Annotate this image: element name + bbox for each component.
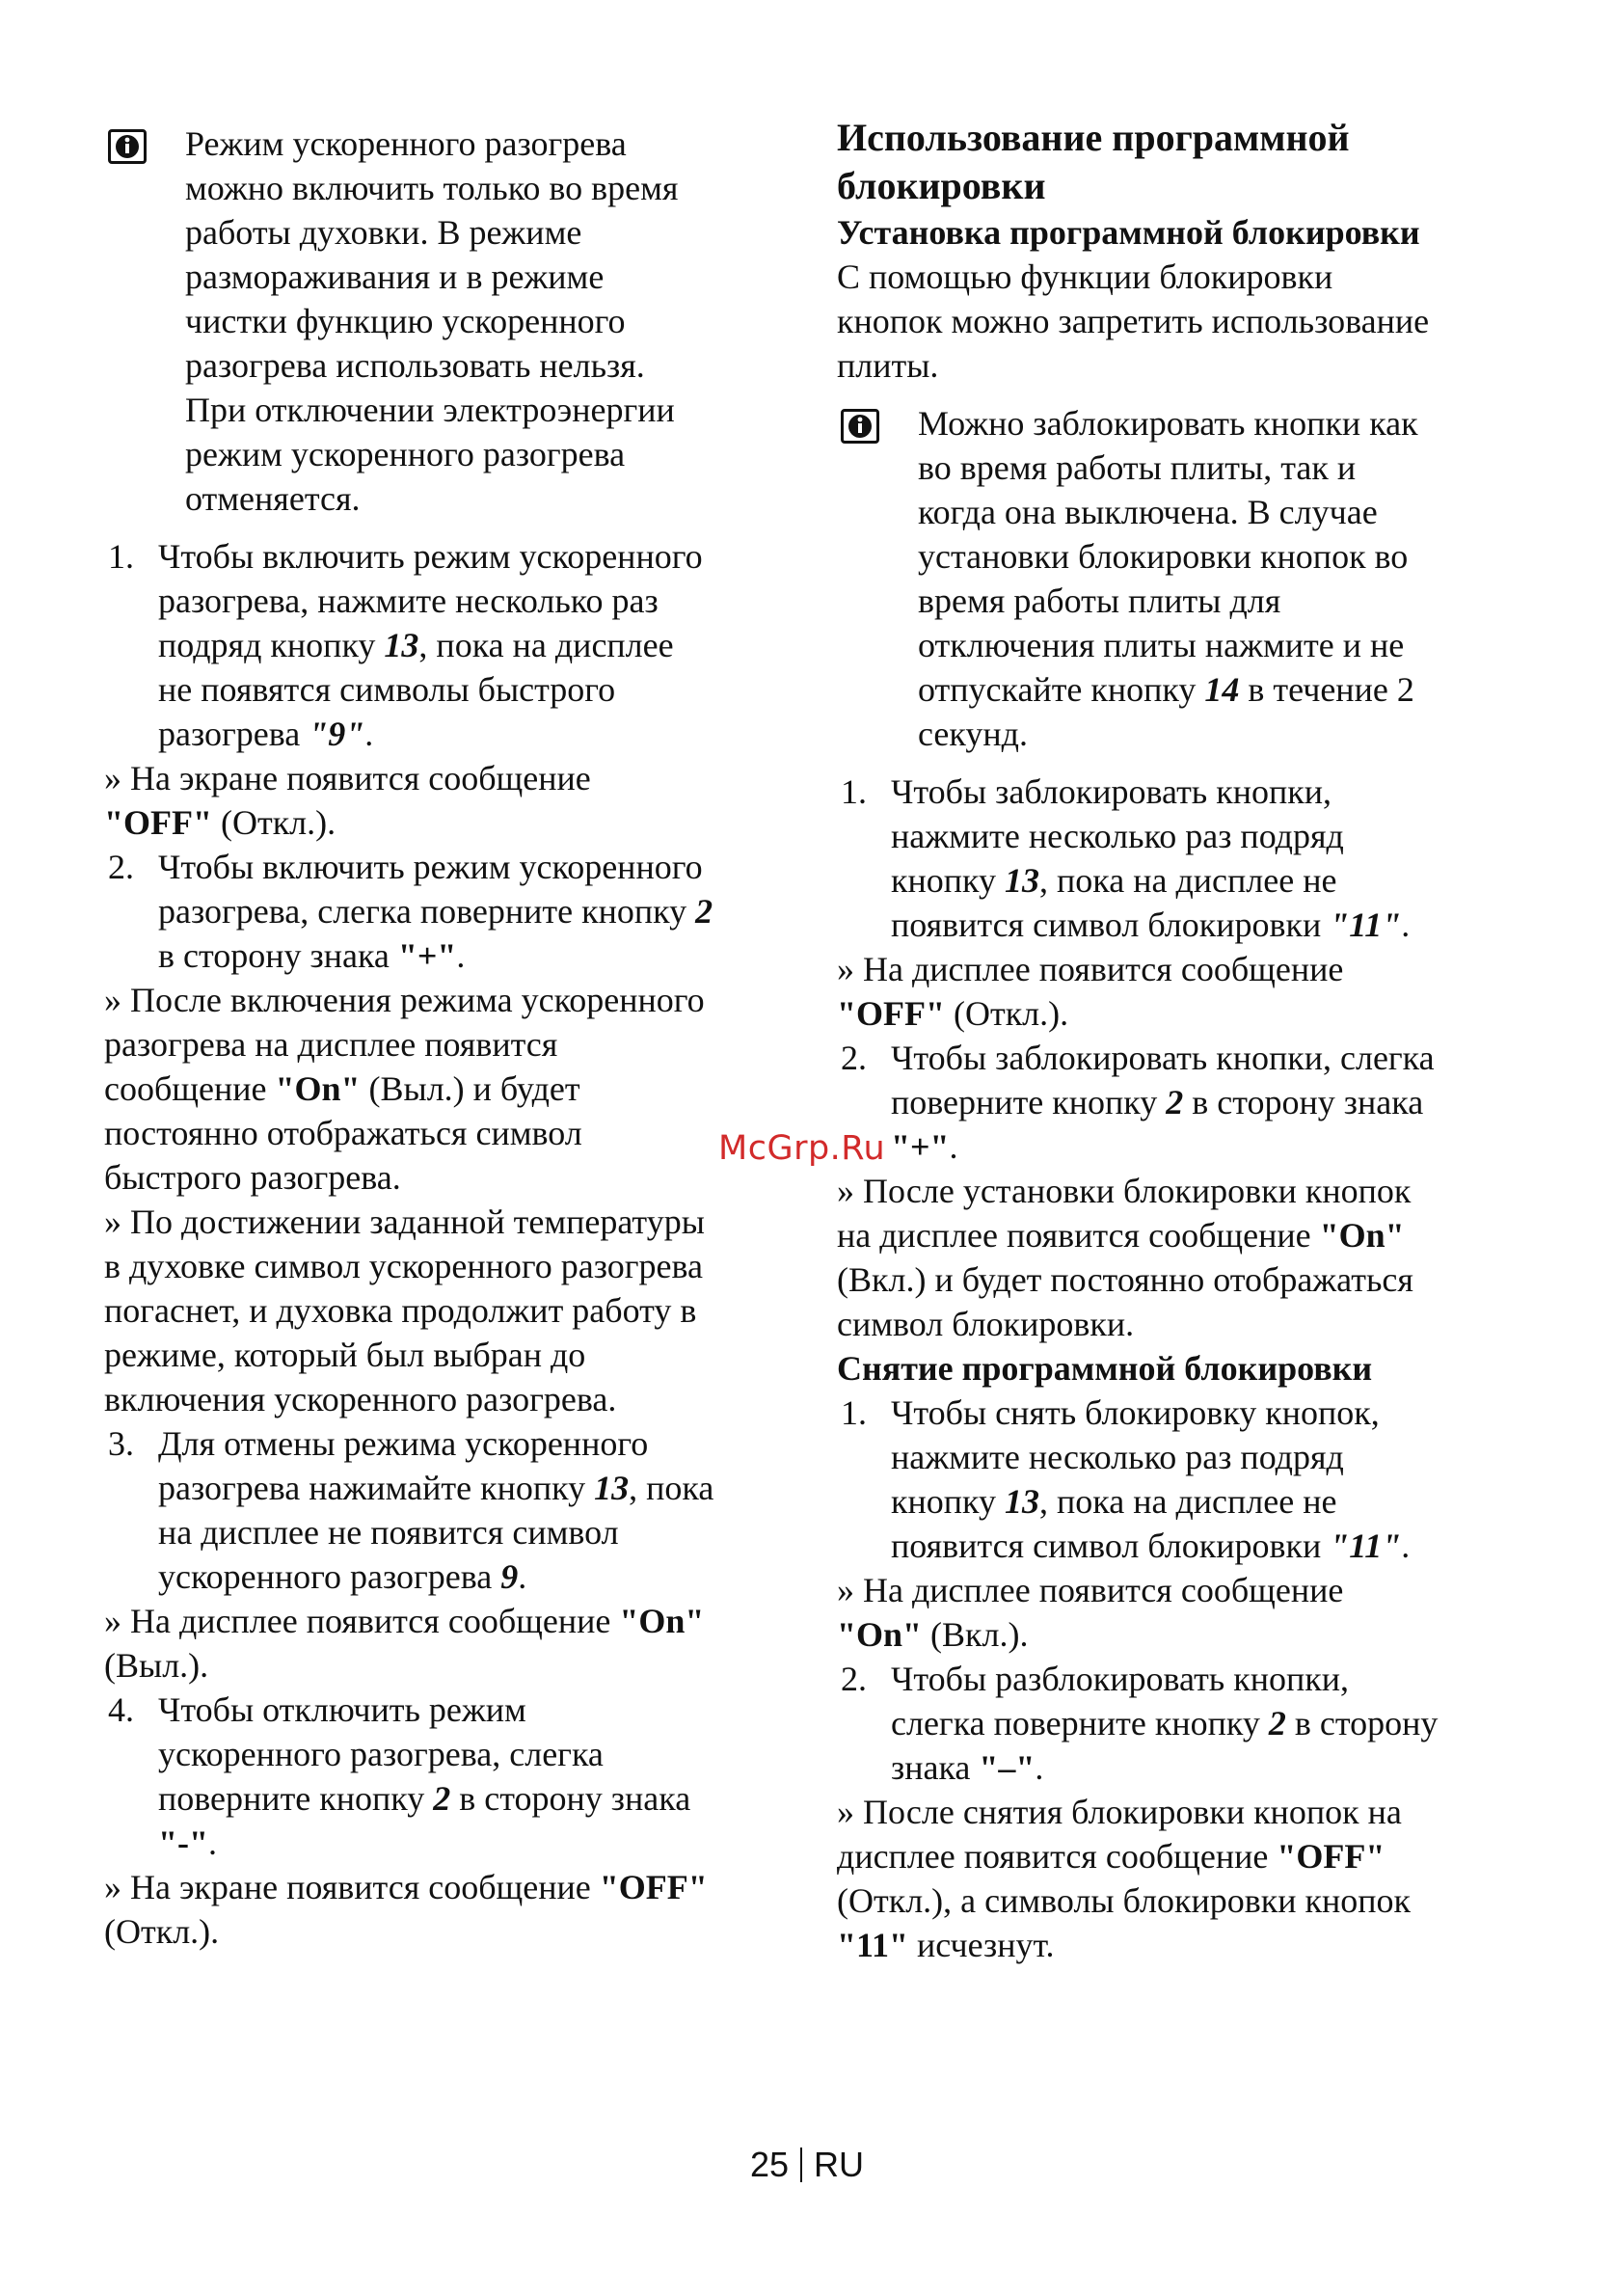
result-text: » После включения режима ускоренного разогрева на дисплее появится сообщение "On" (Выл.) и будет постоянно отображаться символ быстрого разогрева. <box>104 981 705 1197</box>
separator <box>800 2147 802 2182</box>
step-item <box>104 534 791 756</box>
result-text: » На экране появится сообщение "OFF" (Откл.). <box>104 1868 708 1951</box>
step-text: разогрева, нажмите несколько раз <box>158 581 659 620</box>
note-line: Режим ускоренного разогрева <box>185 124 627 163</box>
step-item: 4. Чтобы отключить режим ускоренного разогрева, слегка поверните кнопку 2 в сторону знака "-". <box>104 1688 791 1865</box>
step-number: 4. <box>108 1690 134 1729</box>
step-number: 1. <box>108 537 134 576</box>
step-item: 2. Чтобы включить режим ускоренного разогрева, слегка поверните кнопку 2 в сторону знака "+". <box>104 845 791 978</box>
symbol: "9" <box>309 715 365 753</box>
key-number: 2 <box>695 892 713 931</box>
result-text: » На дисплее появится сообщение "On" (Выл.). <box>104 1602 705 1685</box>
language-code: RU <box>814 2145 865 2184</box>
intro-text: кнопок можно запретить использование <box>837 302 1430 340</box>
step-text: подряд кнопку 13, пока на дисплее <box>158 626 674 664</box>
step-item: 1. Чтобы заблокировать кнопки, нажмите несколько раз подряд кнопку 13, пока на дисплее не появится символ блокировки "11". <box>837 770 1512 947</box>
result-text: » На дисплее появится сообщение "On" (Вкл.). <box>837 1571 1344 1654</box>
key-number: 13 <box>384 626 419 664</box>
intro-text: С помощью функции блокировки <box>837 257 1333 296</box>
key-number: 2 <box>433 1779 451 1818</box>
subsection-title: Снятие программной блокировки <box>837 1349 1373 1388</box>
note-line: режим ускоренного разогрева <box>185 435 626 473</box>
symbol: 9 <box>500 1557 519 1596</box>
result-text: » После снятия блокировки кнопок на дисплее появится сообщение "OFF" (Откл.), а символы блокировки кнопок "11" исчезнут. <box>837 1793 1412 1964</box>
result-text: » На дисплее появится сообщение "OFF" (Откл.). <box>837 950 1344 1033</box>
key-number: 2 <box>1166 1083 1184 1121</box>
section-title: Использование программной <box>837 116 1350 159</box>
note-line: размораживания и в режиме <box>185 257 605 296</box>
right-column <box>837 114 1512 1967</box>
step-item: 3. Для отмены режима ускоренного разогрева нажимайте кнопку 13, пока на дисплее не появится символ ускоренного разогрева 9. <box>104 1421 791 1599</box>
step-number: 3. <box>108 1424 134 1463</box>
symbol: "11" <box>1330 1526 1402 1565</box>
watermark: McGrp.Ru <box>718 1129 886 1168</box>
symbol: "+" <box>397 936 457 975</box>
note-line: работы духовки. В режиме <box>185 213 582 252</box>
step-number: 2. <box>841 1660 867 1698</box>
result-text: » На экране появится сообщение "OFF" (Откл.). <box>104 759 591 842</box>
step-number: 1. <box>841 772 867 811</box>
key-number: 14 <box>1204 670 1240 709</box>
symbol: "11" <box>1330 905 1402 944</box>
key-number: 13 <box>1005 861 1040 900</box>
step-item: 2. Чтобы разблокировать кнопки, слегка поверните кнопку 2 в сторону знака "–". <box>837 1657 1512 1790</box>
key-number: 13 <box>594 1469 630 1507</box>
note-line: разогрева использовать нельзя. <box>185 346 645 385</box>
step-number: 2. <box>841 1039 867 1077</box>
note-line: можно включить только во время <box>185 169 679 207</box>
info-note: Можно заблокировать кнопки как во время работы плиты, так и когда она выключена. В случае установки блокировки кнопок во время работы плиты для отключения плиты нажмите и не отпускайте кнопку 14 в течение 2 секунд. <box>837 401 1512 756</box>
intro-text: плиты. <box>837 346 939 385</box>
note-line: чистки функцию ускоренного <box>185 302 626 340</box>
info-icon <box>841 409 879 444</box>
left-column <box>104 122 791 1954</box>
info-icon <box>108 129 147 164</box>
info-note <box>104 122 791 521</box>
result-text: » После установки блокировки кнопок на дисплее появится сообщение "On" (Вкл.) и будет постоянно отображаться символ блокировки. <box>837 1172 1413 1343</box>
result-text: » По достижении заданной температуры в духовке символ ускоренного разогрева погаснет, и духовка продолжит работу в режиме, который был выбран до включения ускоренного разогрева. <box>104 1202 705 1418</box>
symbol: "-" <box>158 1823 208 1862</box>
page-number: 25 <box>749 2145 790 2184</box>
note-line: При отключении электроэнергии <box>185 391 675 429</box>
step-item: 2. Чтобы заблокировать кнопки, слегка поверните кнопку 2 в сторону знака "+". <box>837 1036 1512 1169</box>
subsection-title: Установка программной блокировки <box>837 213 1420 252</box>
symbol: "+" <box>891 1127 950 1166</box>
section-title: блокировки <box>837 164 1046 207</box>
step-number: 2. <box>108 848 134 886</box>
step-text: разогрева "9". <box>158 715 374 753</box>
step-number: 1. <box>841 1393 867 1432</box>
key-number: 13 <box>1005 1482 1040 1521</box>
note-line: отменяется. <box>185 479 361 518</box>
key-number: 2 <box>1268 1704 1286 1742</box>
step-item: 1. Чтобы снять блокировку кнопок, нажмите несколько раз подряд кнопку 13, пока на дисплее не появится символ блокировки "11". <box>837 1391 1512 1568</box>
step-text: не появятся символы быстрого <box>158 670 616 709</box>
step-text: Чтобы включить режим ускоренного <box>158 537 703 576</box>
page-footer <box>0 2143 1614 2187</box>
symbol: "–" <box>979 1748 1036 1787</box>
